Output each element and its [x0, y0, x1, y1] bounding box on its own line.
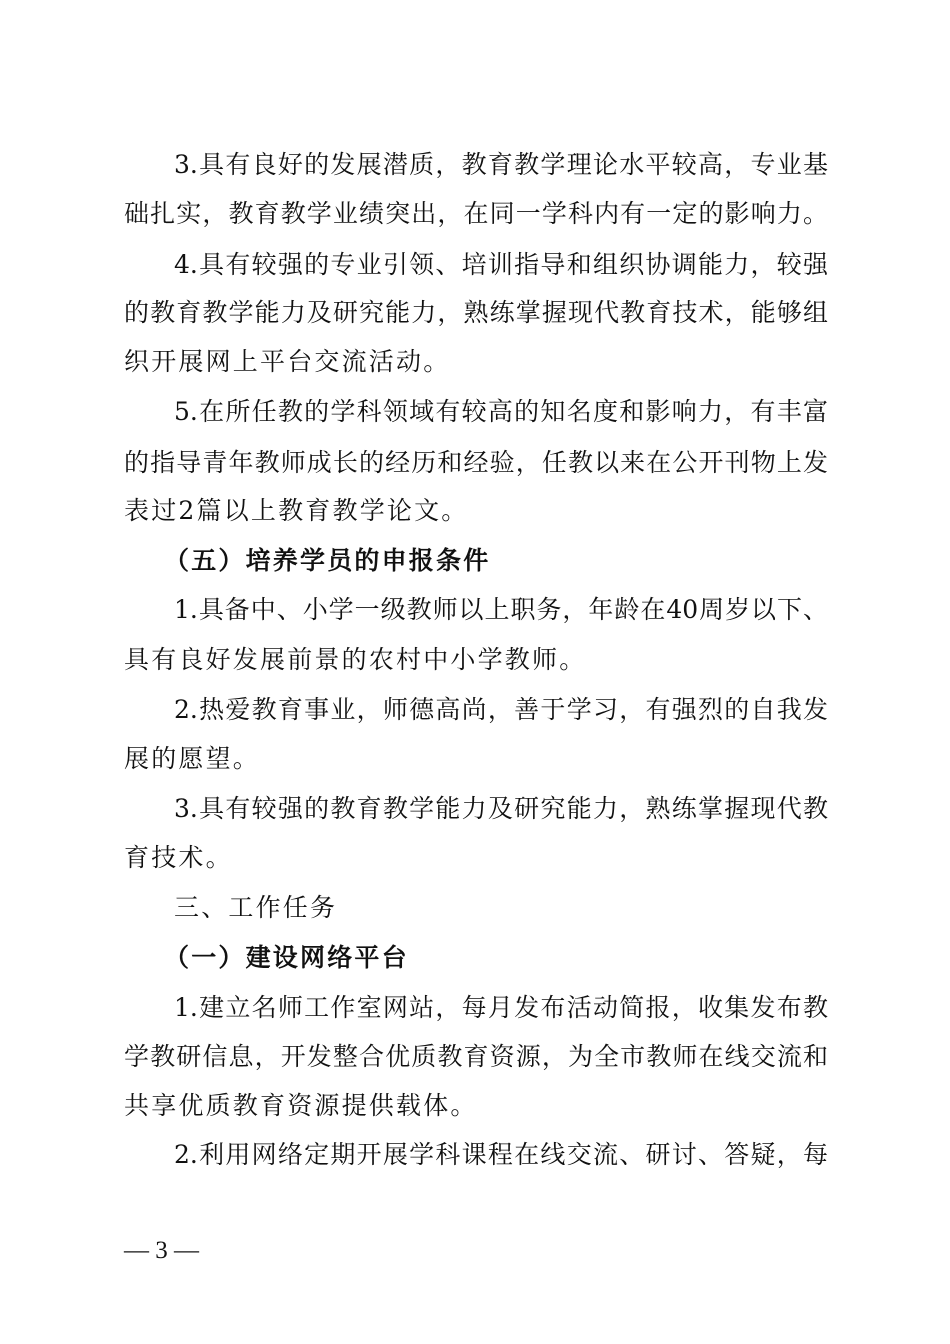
paragraph-line: 3.具有良好的发展潜质，教育教学理论水平较高，专业基 — [174, 150, 828, 179]
paragraph-line: 5.在所任教的学科领域有较高的知名度和影响力，有丰富 — [174, 397, 828, 426]
paragraph-line: 共享优质教育资源提供载体。 — [124, 1091, 478, 1120]
paragraph-line: 2.利用网络定期开展学科课程在线交流、研讨、答疑，每 — [174, 1140, 828, 1169]
paragraph-line: 3.具有较强的教育教学能力及研究能力，熟练掌握现代教 — [174, 794, 828, 823]
paragraph-line: 织开展网上平台交流活动。 — [124, 347, 451, 376]
paragraph-line: 2.热爱教育事业，师德高尚，善于学习，有强烈的自我发 — [174, 695, 828, 724]
paragraph-line: 的指导青年教师成长的经历和经验，任教以来在公开刊物上发 — [124, 448, 828, 477]
section-heading: （五）培养学员的申报条件 — [164, 546, 491, 575]
chapter-heading: 三、工作任务 — [174, 893, 338, 922]
paragraph-line: 学教研信息，开发整合优质教育资源，为全市教师在线交流和 — [124, 1042, 828, 1071]
section-heading: （一）建设网络平台 — [164, 943, 409, 972]
paragraph-line: 4.具有较强的专业引领、培训指导和组织协调能力，较强 — [174, 250, 828, 279]
page-number: — 3 — — [124, 1237, 199, 1264]
paragraph-line: 的教育教学能力及研究能力，熟练掌握现代教育技术，能够组 — [124, 298, 828, 327]
paragraph-line: 育技术。 — [124, 843, 233, 872]
paragraph-line: 1.建立名师工作室网站，每月发布活动简报，收集发布教 — [174, 993, 828, 1022]
paragraph-line: 表过2篇以上教育教学论文。 — [124, 496, 469, 525]
paragraph-line: 1.具备中、小学一级教师以上职务，年龄在40周岁以下、 — [174, 595, 828, 624]
paragraph-line: 础扎实，教育教学业绩突出，在同一学科内有一定的影响力。 — [124, 199, 828, 228]
paragraph-line: 具有良好发展前景的农村中小学教师。 — [124, 645, 587, 674]
paragraph-line: 展的愿望。 — [124, 744, 261, 773]
